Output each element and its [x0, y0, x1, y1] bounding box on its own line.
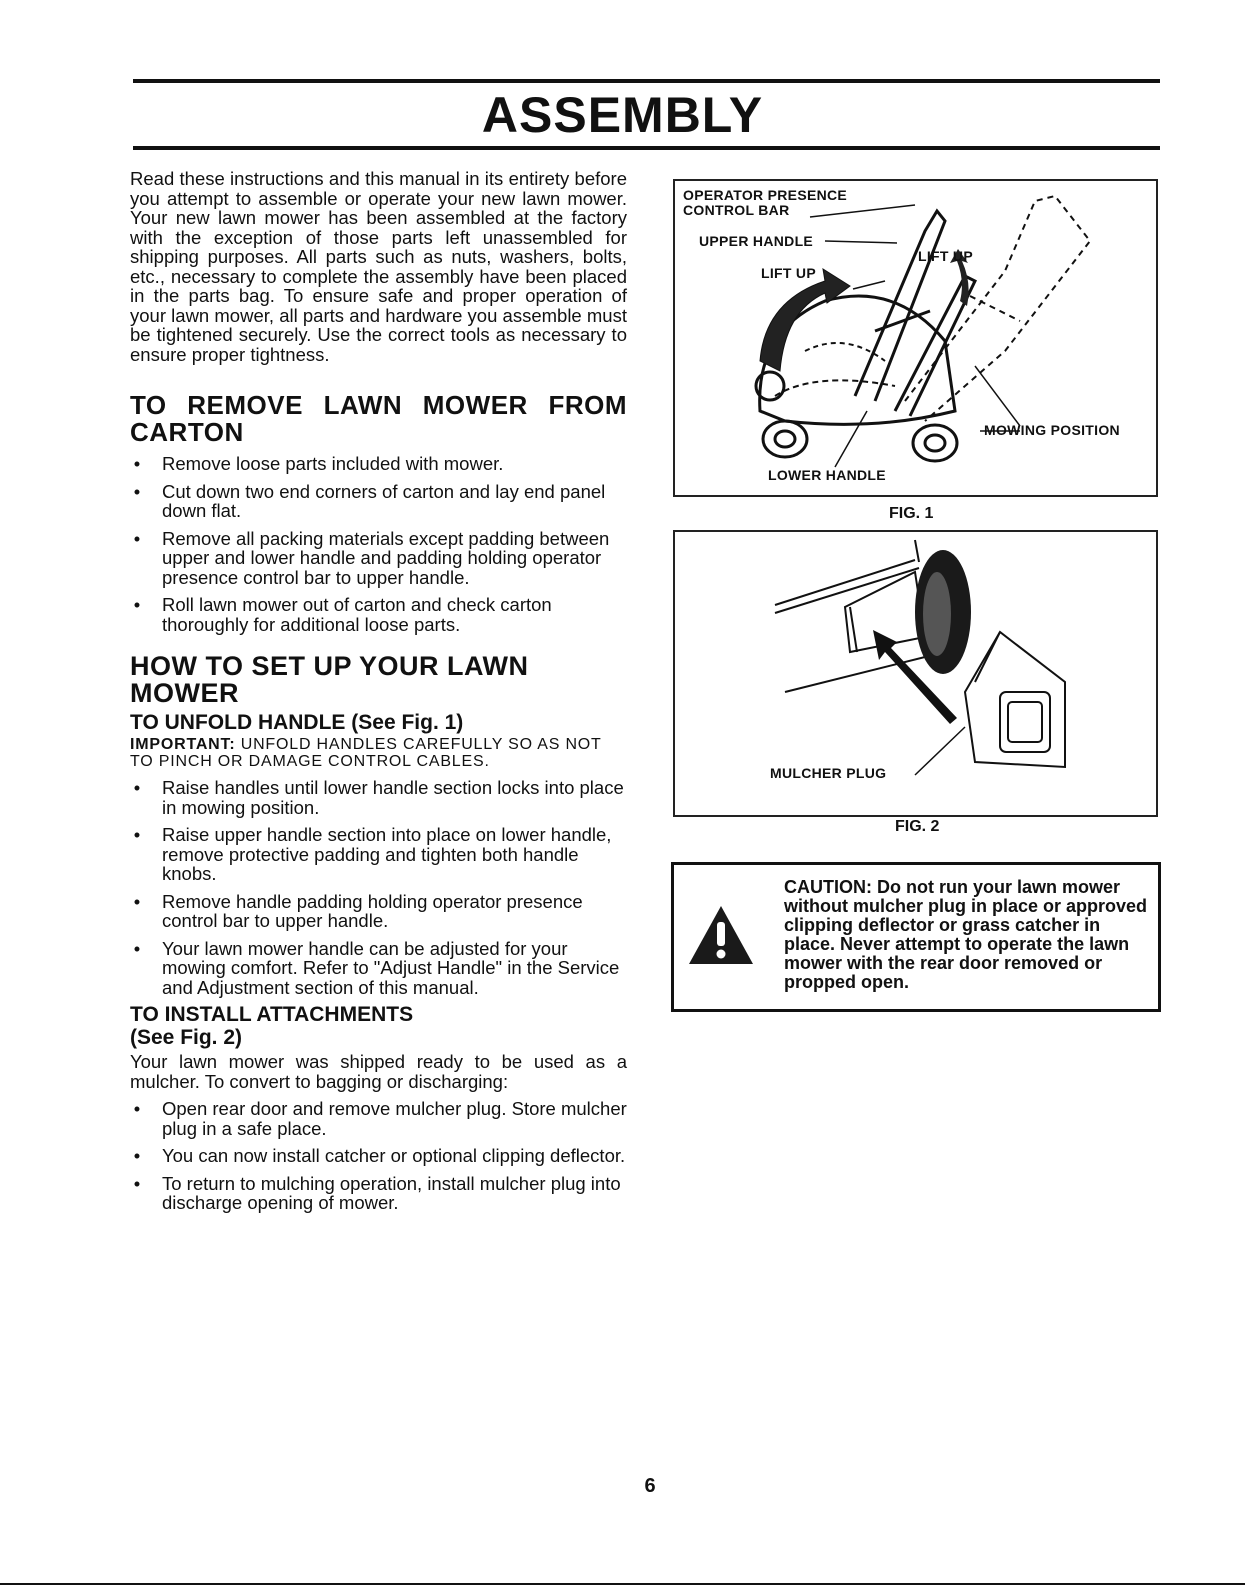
- remove-heading: [130, 392, 627, 446]
- setup-heading: HOW TO SET UP YOUR LAWN MOWER: [130, 651, 529, 708]
- remove-bullet-list: [130, 454, 627, 634]
- list-item: • Open rear door and remove mulcher plug. Store mulcher plug in a safe place.: [133, 1098, 627, 1139]
- attach-heading-line2: (See Fig. 2): [130, 1026, 243, 1049]
- figure-2: [673, 530, 1158, 817]
- unfold-heading: TO UNFOLD HANDLE (See Fig. 1): [130, 711, 464, 734]
- list-item: • To return to mulching operation, install mulcher plug into discharge opening of mower.: [133, 1172, 621, 1213]
- unfold-bullet-list: [130, 778, 627, 997]
- page-number: 6: [644, 1475, 656, 1497]
- list-item: • Raise handles until lower handle section locks into place in mowing position.: [133, 777, 624, 818]
- list-item: • Remove all packing materials except padding between upper and lower handle and padding holding operator presence control bar to upper handle.: [133, 527, 610, 588]
- figure-1: [673, 179, 1158, 497]
- label-upper-handle: UPPER HANDLE: [699, 233, 814, 249]
- label-operator-presence: OPERATOR PRESENCE CONTROL BAR: [683, 187, 848, 218]
- list-item: • Your lawn mower handle can be adjusted for your mowing comfort. Refer to "Adjust Handle" in the Service and Adjustment section of this manual.: [133, 937, 620, 998]
- list-item: • Raise upper handle section into place on lower handle, remove protective padding and tighten both handle knobs.: [133, 824, 612, 884]
- header-rule-top: [133, 79, 1160, 83]
- label-lift-up-right: LIFT UP: [918, 248, 973, 264]
- list-item: • Remove loose parts included with mower.: [133, 453, 504, 474]
- remove-section: [130, 392, 627, 642]
- attach-heading: [130, 1003, 627, 1049]
- page-title: ASSEMBLY: [481, 87, 764, 143]
- important-note: [130, 736, 627, 770]
- warning-icon: [687, 904, 755, 966]
- label-lower-handle: LOWER HANDLE: [768, 467, 886, 483]
- mulcher-plug-illustration: [675, 532, 1156, 815]
- figure-1-caption: FIG. 1: [889, 505, 934, 522]
- attach-heading-line1: TO INSTALL ATTACHMENTS: [130, 1003, 414, 1026]
- attach-bullet-list: [130, 1099, 627, 1213]
- mower-handle-illustration: [675, 181, 1156, 495]
- intro-paragraph: Read these instructions and this manual in its entirety before you attempt to assemble or operate your new lawn mower. Your new lawn mower has been assembled at the factory with the exception of those parts left unassembled for shipping purposes. All parts such as nuts, washers, bolts, etc., necessary to complete the assembly have been placed in the parts bag. To ensure safe and proper operation of your lawn mower, all parts and hardware you assemble must be tightened securely. Use the correct tools as necessary to ensure proper tightness.: [130, 168, 627, 365]
- list-item: • Roll lawn mower out of carton and check carton thoroughly for additional loose parts.: [133, 594, 552, 635]
- attach-intro: Your lawn mower was shipped ready to be used as a mulcher. To convert to bagging or discharging:: [130, 1051, 627, 1092]
- list-item: • Cut down two end corners of carton and lay end panel down flat.: [133, 480, 606, 521]
- remove-heading-line1: TO REMOVE LAWN MOWER FROM: [130, 390, 627, 420]
- important-text: UNFOLD HANDLES CAREFULLY SO AS NOT TO PINCH OR DAMAGE CONTROL CABLES.: [130, 736, 602, 770]
- important-label: IMPORTANT:: [130, 736, 236, 753]
- header-rule-bottom: [133, 146, 1160, 150]
- label-mulcher-plug: MULCHER PLUG: [770, 765, 887, 781]
- setup-section: [130, 653, 627, 1221]
- label-lift-up-left: LIFT UP: [761, 265, 816, 281]
- remove-heading-line2: CARTON: [130, 417, 244, 447]
- list-item: • Remove handle padding holding operator presence control bar to upper handle.: [133, 890, 583, 931]
- list-item: • You can now install catcher or optional clipping deflector.: [133, 1145, 626, 1166]
- label-mowing-position: MOWING POSITION: [984, 422, 1120, 438]
- caution-text: CAUTION: Do not run your lawn mower without mulcher plug in place or approved clipping deflector or grass catcher in place. Never attempt to operate the lawn mower with the rear door removed or propped open.: [784, 877, 1148, 992]
- figure-2-caption: FIG. 2: [895, 818, 940, 835]
